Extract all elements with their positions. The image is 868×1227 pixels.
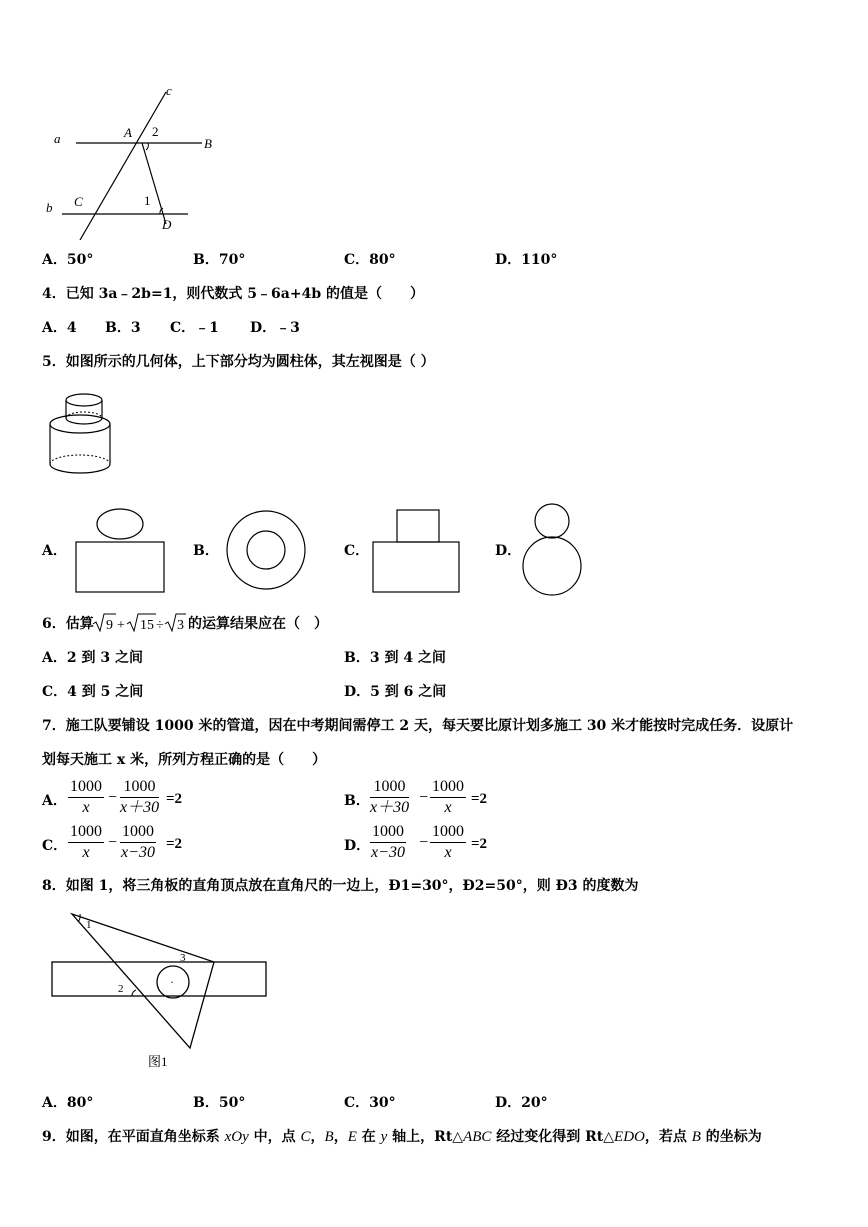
q5-option-d-figure[interactable] (520, 502, 586, 598)
q8-option-a[interactable]: A．80° (42, 1095, 94, 1111)
line-c (80, 92, 166, 240)
q7-option-d-fraction-2: $\frac{1000}{x}$ (432, 823, 464, 861)
label-C: C (74, 194, 83, 209)
q8-label-3: 3 (180, 952, 186, 964)
q7-option-c-label[interactable]: C． (42, 838, 68, 854)
q7-option-a-minus: − (108, 789, 118, 806)
svg-text:9: 9 (106, 618, 113, 633)
q5-stem: 5．如图所示的几何体，上下部分均为圆柱体，其左视图是（ ） (42, 354, 435, 370)
q7-option-a-label[interactable]: A． (42, 793, 67, 809)
label-1: 1 (144, 193, 151, 208)
q5-option-a-label[interactable]: A． (42, 543, 67, 559)
q7-option-c-fraction-2: $\frac{1000}{x-30}$ (121, 823, 155, 861)
q6-option-b[interactable]: B．3 到 4 之间 (344, 650, 446, 666)
svg-text:·: · (170, 975, 174, 989)
q7-option-d-rhs: =2 (471, 836, 488, 852)
q4-option-a[interactable]: A．4 (42, 320, 77, 336)
q3-figure (40, 80, 240, 240)
q7-option-c-minus: − (108, 834, 118, 851)
label-D: D (162, 217, 172, 232)
q7-option-b-label[interactable]: B． (344, 793, 370, 809)
q8-label-1: 1 (86, 919, 92, 931)
segment-AD (142, 143, 166, 224)
q4-stem: 4．已知 3a﹣2b=1，则代数式 5﹣6a+4b 的值是（ ） (42, 286, 424, 302)
q3-option-c[interactable]: C．80° (344, 252, 396, 268)
q7-option-d-label[interactable]: D． (344, 838, 371, 854)
q5-option-d-label[interactable]: D． (495, 543, 522, 559)
q7-option-c-fraction-1: $\frac{1000}{x}$ (70, 823, 102, 861)
q7-option-d-minus: − (419, 834, 429, 851)
q7-option-a-fraction-2: $\frac{1000}{x+30}$ (120, 778, 160, 816)
q8-label-2: 2 (118, 983, 124, 995)
q6-stem-suffix: 的运算结果应在（ ） (188, 616, 328, 632)
q5-option-b-figure[interactable] (222, 508, 312, 596)
label-a: a (54, 131, 61, 146)
q6-option-c[interactable]: C．4 到 5 之间 (42, 684, 144, 700)
q9-stem: 9．如图，在平面直角坐标系 xOy 中，点 C，B，E 在 y 轴上，Rt△ABC 经过变化得到 Rt△EDO，若点 B 的坐标为 (42, 1129, 762, 1145)
q7-option-c-rhs: =2 (166, 836, 183, 852)
q6-option-d[interactable]: D．5 到 6 之间 (344, 684, 447, 700)
label-A: A (124, 125, 132, 140)
q8-option-c[interactable]: C．30° (344, 1095, 396, 1111)
q3-option-a[interactable]: A．50° (42, 252, 94, 268)
q8-caption: 图1 (148, 1054, 168, 1069)
q8-option-d[interactable]: D．20° (495, 1095, 548, 1111)
label-B: B (204, 136, 212, 151)
q7-stem-line1: 7．施工队要铺设 1000 米的管道，因在中考期间需停工 2 天，每天要比原计划多施工 30 米才能按时完成任务．设原计 (42, 718, 794, 734)
q3-option-d[interactable]: D．110° (495, 252, 558, 268)
q7-option-b-fraction-2: $\frac{1000}{x}$ (432, 778, 464, 816)
q7-option-a-fraction-1: $\frac{1000}{x}$ (70, 778, 102, 816)
q8-option-b[interactable]: B．50° (193, 1095, 246, 1111)
q7-option-b-rhs: =2 (471, 791, 488, 807)
q5-option-a-figure[interactable] (74, 506, 168, 596)
triangle-set-square (72, 914, 214, 1048)
svg-text:15: 15 (140, 618, 154, 633)
svg-text:3: 3 (177, 618, 184, 633)
q4-option-d[interactable]: D．﹣3 (250, 320, 300, 336)
q6-math-expression (92, 610, 186, 636)
q8-figure (48, 906, 272, 1078)
q8-stem: 8．如图 1，将三角板的直角顶点放在直角尺的一边上，Ð1=30°，Ð2=50°，则 Ð3 的度数为 (42, 878, 639, 894)
q6-stem-prefix: 6．估算 (42, 616, 94, 632)
q4-option-b[interactable]: B．3 (105, 320, 141, 336)
q7-option-b-fraction-1: $\frac{1000}{x+30}$ (370, 778, 410, 816)
label-2: 2 (152, 124, 159, 139)
q5-option-c-label[interactable]: C． (344, 543, 370, 559)
q3-option-b[interactable]: B．70° (193, 252, 246, 268)
q7-option-d-fraction-1: $\frac{1000}{x-30}$ (371, 823, 405, 861)
q7-stem-line2: 划每天施工 x 米，所列方程正确的是（ ） (42, 752, 327, 768)
q6-option-a[interactable]: A．2 到 3 之间 (42, 650, 143, 666)
q7-option-b-minus: − (419, 789, 429, 806)
label-b: b (46, 200, 53, 215)
q5-option-b-label[interactable]: B． (193, 543, 219, 559)
svg-text:÷: ÷ (156, 618, 164, 633)
q5-solid-figure (44, 386, 124, 482)
q5-option-c-figure[interactable] (370, 508, 464, 596)
svg-text:+: + (117, 618, 125, 633)
q7-option-a-rhs: =2 (166, 791, 183, 807)
q4-option-c[interactable]: C．﹣1 (170, 320, 219, 336)
label-c: c (166, 83, 172, 98)
